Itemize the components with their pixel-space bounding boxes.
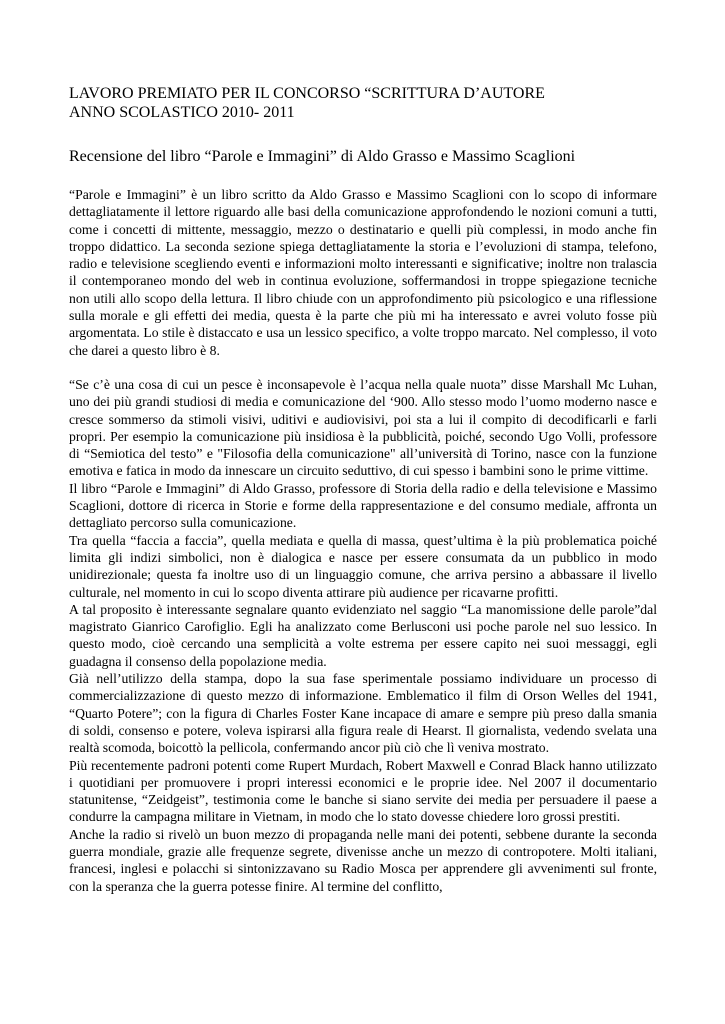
paragraph-media-owners: Più recentemente padroni potenti come Rupert Murdach, Robert Maxwell e Conrad Black hanno utilizzato i quotidiani per promuovere i propri interessi economici e le proprie idee. Nel 2007 il documentario statunitense, “Zeidgeist”, testimonia come le banche si siano servite dei media per persuadere il paese a condurre la campagna militare in Vietnam, in modo che lo stato dovesse chiedere loro grossi prestiti. xyxy=(69,757,657,825)
paragraph-radio: Anche la radio si rivelò un buon mezzo di propaganda nelle mani dei potenti, sebbene durante la seconda guerra mondiale, grazie alle frequenze segrete, divenisse anche un mezzo di contropotere. Molti italiani, francesi, inglesi e polacchi si sintonizzavano su Radio Mosca per apprendere gli avvenimenti sul fronte, con la speranza che la guerra potesse finire. Al termine del conflitto, xyxy=(69,826,657,894)
paragraph-book-authors: Il libro “Parole e Immagini” di Aldo Grasso, professore di Storia della radio e della televisione e Massimo Scaglioni, dottore di ricerca in Storie e forme della rappresentazione e del consumo mediale, affronta un dettagliato percorso sulla comunicazione. xyxy=(69,480,657,531)
paragraph-mcluhan: “Se c’è una cosa di cui un pesce è inconsapevole è l’acqua nella quale nuota” disse Marshall Mc Luhan, uno dei più grandi studiosi di media e comunicazione del ‘900. Allo stesso modo l’uomo moderno nasce e cresce sommerso da stimoli visivi, uditivi e audiovisivi, poi sta a lui il compito di decodificarli e farli propri. Per esempio la comunicazione più insidiosa è la pubblicità, poiché, secondo Ugo Volli, professore di “Semiotica del testo” e "Filosofia della comunicazione" all’università di Torino, nasce con la funzione emotiva e fatica in modo da innescare un circuito seduttivo, di cui spesso i bambini sono le prime vittime. xyxy=(69,376,657,479)
paragraph-summary: “Parole e Immagini” è un libro scritto da Aldo Grasso e Massimo Scaglioni con lo scopo di informare dettagliatamente il lettore riguardo alle basi della comunicazione approfondendo le nozioni comuni a tutti, come i concetti di mittente, messaggio, mezzo o destinatario e quelli più complessi, in modo anche fin troppo didattico. La seconda sezione spiega dettagliatamente la storia e l’evoluzioni di stampa, telefono, radio e televisione scegliendo eventi e informazioni molto interessanti e significative; inoltre non tralascia il contemporaneo mondo del web in continua evoluzione, soffermandosi in troppe spiegazione tecniche non utili allo scopo della lettura. Il libro chiude con un approfondimento più psicologico e una riflessione sulla morale e gli effetti dei media, questa è la parte che più mi ha interessato e avrei voluto fosse più argomentata. Lo stile è distaccato e usa un lessico specifico, a volte troppo marcato. Nel complesso, il voto che darei a questo libro è 8. xyxy=(69,187,657,358)
document-page xyxy=(69,84,657,895)
paragraph-press: Già nell’utilizzo della stampa, dopo la sua fase sperimentale possiamo individuare un processo di commercializzazione di questo mezzo di informazione. Emblematico il film di Orson Welles del 1941, “Quarto Potere”; con la figura di Charles Foster Kane incapace di amare e sempre più preso dalla smania di soldi, consenso e potere, voleva ispirarsi alla figura reale di Hearst. Il giornalista, vedendo svelata una realtà scomoda, boicottò la pellicola, confermando ancor più ciò che lì veniva mostrato. xyxy=(69,671,657,756)
paragraph-mass-communication: Tra quella “faccia a faccia”, quella mediata e quella di massa, quest’ultima è la più problematica poiché limita gli indizi simbolici, non è dialogica e nasce per essere consumata da un pubblico in modo unidirezionale; questa fa inoltre uso di un linguaggio comune, che arriva persino a abbassare il livello culturale, nel momento in cui lo scopo diventa attirare più audience per ricavarne profitti. xyxy=(69,532,657,600)
heading-line-2: ANNO SCOLASTICO 2010- 2011 xyxy=(69,104,295,121)
review-title: Recensione del libro “Parole e Immagini” di Aldo Grasso e Massimo Scaglioni xyxy=(69,148,576,165)
document-heading xyxy=(69,84,657,122)
paragraph-carofiglio: A tal proposito è interessante segnalare quanto evidenziato nel saggio “La manomissione delle parole”dal magistrato Gianrico Carofiglio. Egli ha analizzato come Berlusconi usi poche parole nel suo lessico. In questo modo, cioè cercando una semplicità a volte estrema per essere capito nei suoi messaggi, egli guadagna il consenso della popolazione media. xyxy=(69,601,657,669)
heading-line-1: LAVORO PREMIATO PER IL CONCORSO “SCRITTURA D’AUTORE xyxy=(69,85,545,102)
